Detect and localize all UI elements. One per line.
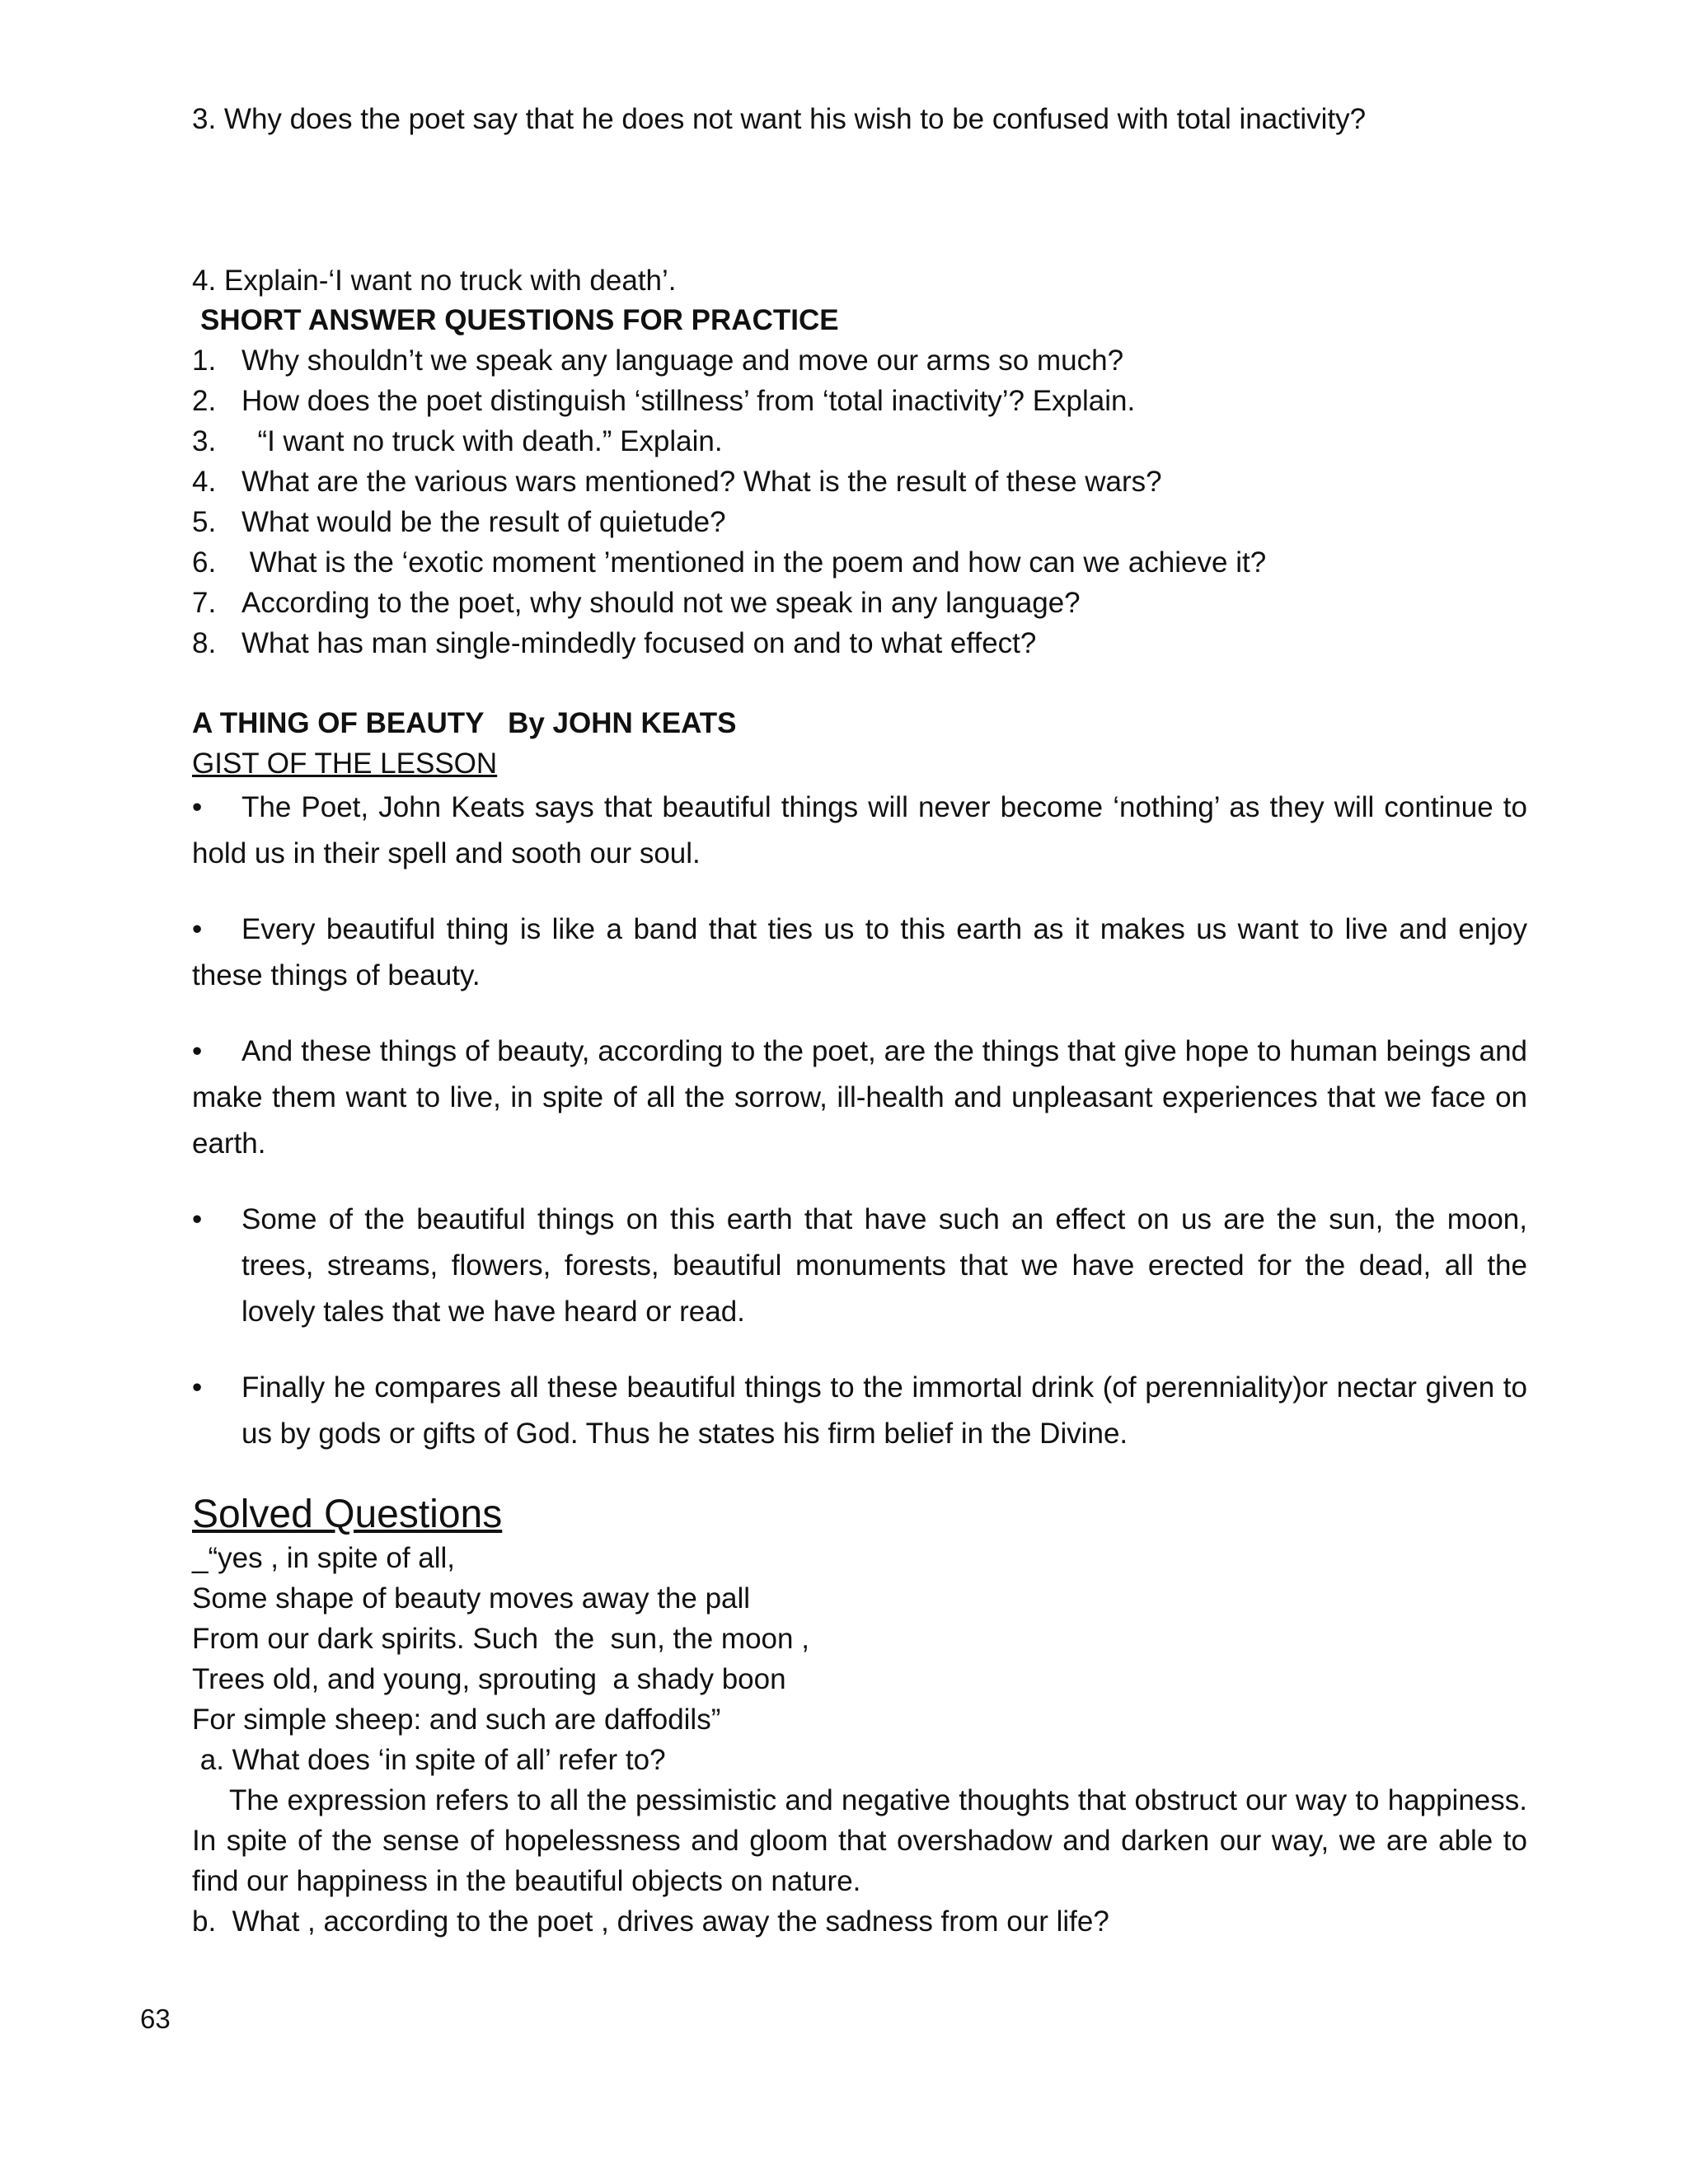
- gist-text: The Poet, John Keats says that beautiful things will never become ‘nothing’ as they will continue to hold us in their spell and sooth our soul.: [192, 791, 1527, 869]
- item-number: 1.: [192, 344, 217, 377]
- item-number: 3.: [192, 425, 217, 457]
- poem-line: _“yes , in spite of all,: [192, 1542, 456, 1574]
- gist-text: Every beautiful thing is like a band that ties us to this earth as it makes us want to live and enjoy these things of beauty.: [192, 913, 1527, 991]
- poem-line: Trees old, and young, sprouting a shady boon: [192, 1663, 786, 1695]
- poem-line: Some shape of beauty moves away the pall: [192, 1582, 751, 1615]
- gist-bullet-1: [192, 785, 1527, 877]
- item-number: 8.: [192, 627, 217, 659]
- item-number: 4.: [192, 466, 217, 498]
- bullet: •: [192, 1203, 203, 1235]
- question-a: a. What does ‘in spite of all’ refer to?: [192, 1744, 666, 1776]
- gist-bullet-2: [192, 907, 1527, 999]
- item-text: What are the various wars mentioned? What is the result of these wars?: [241, 466, 1162, 498]
- item-text: “I want no truck with death.” Explain.: [241, 425, 723, 457]
- gist-bullet-3: [192, 1029, 1527, 1167]
- item-text: What has man single-mindedly focused on and to what effect?: [241, 627, 1037, 659]
- item-text: What is the ‘exotic moment ’mentioned in the poem and how can we achieve it?: [241, 546, 1267, 579]
- answer-a: The expression refers to all the pessimistic and negative thoughts that obstruct our way to happiness. In spite of the sense of hopelessness and gloom that overshadow and darken our way, we are able to find our happiness in the beautiful objects on nature.: [192, 1784, 1527, 1897]
- item-text: According to the poet, why should not we speak in any language?: [241, 587, 1081, 619]
- gist-text: Finally he compares all these beautiful things to the immortal drink (of perenniality)or nectar given to us by gods or gifts of God. Thus he states his firm belief in the Divine.: [241, 1371, 1527, 1450]
- item-text: Why shouldn’t we speak any language and move our arms so much?: [241, 344, 1124, 377]
- page-number: 63: [140, 2004, 171, 2034]
- bullet: •: [192, 1371, 203, 1404]
- gist-text: Some of the beautiful things on this earth that have such an effect on us are the sun, the moon, trees, streams, flowers, forests, beautiful monuments that we have erected for the dead, all the lovely tales that we have heard or read.: [241, 1203, 1527, 1328]
- item-number: 5.: [192, 506, 217, 538]
- bullet: •: [192, 791, 203, 823]
- poem-line: For simple sheep: and such are daffodils”: [192, 1704, 721, 1736]
- lesson-title: A THING OF BEAUTY By JOHN KEATS: [192, 707, 737, 739]
- item-text: How does the poet distinguish ‘stillness’ from ‘total inactivity’? Explain.: [241, 385, 1136, 417]
- short-answer-heading: SHORT ANSWER QUESTIONS FOR PRACTICE: [200, 304, 839, 336]
- item-number: 6.: [192, 546, 217, 579]
- gist-heading: GIST OF THE LESSON: [192, 748, 498, 780]
- question-3: 3. Why does the poet say that he does not want his wish to be confused with total inactivity?: [192, 103, 1367, 135]
- solved-questions-heading: Solved Questions: [192, 1493, 503, 1536]
- poem-line: From our dark spirits. Such the sun, the moon ,: [192, 1623, 809, 1655]
- item-number: 7.: [192, 587, 217, 619]
- gist-bullet-5: [192, 1365, 1527, 1457]
- bullet: •: [192, 913, 203, 945]
- bullet: •: [192, 1035, 203, 1067]
- item-text: What would be the result of quietude?: [241, 506, 726, 538]
- question-b: b. What , according to the poet , drives away the sadness from our life?: [192, 1905, 1109, 1938]
- item-number: 2.: [192, 385, 217, 417]
- gist-text: And these things of beauty, according to the poet, are the things that give hope to human beings and make them want to live, in spite of all the sorrow, ill-health and unpleasant experiences that we face on earth.: [192, 1035, 1527, 1160]
- question-4: 4. Explain-‘I want no truck with death’.: [192, 265, 677, 297]
- gist-bullet-4: [192, 1197, 1527, 1335]
